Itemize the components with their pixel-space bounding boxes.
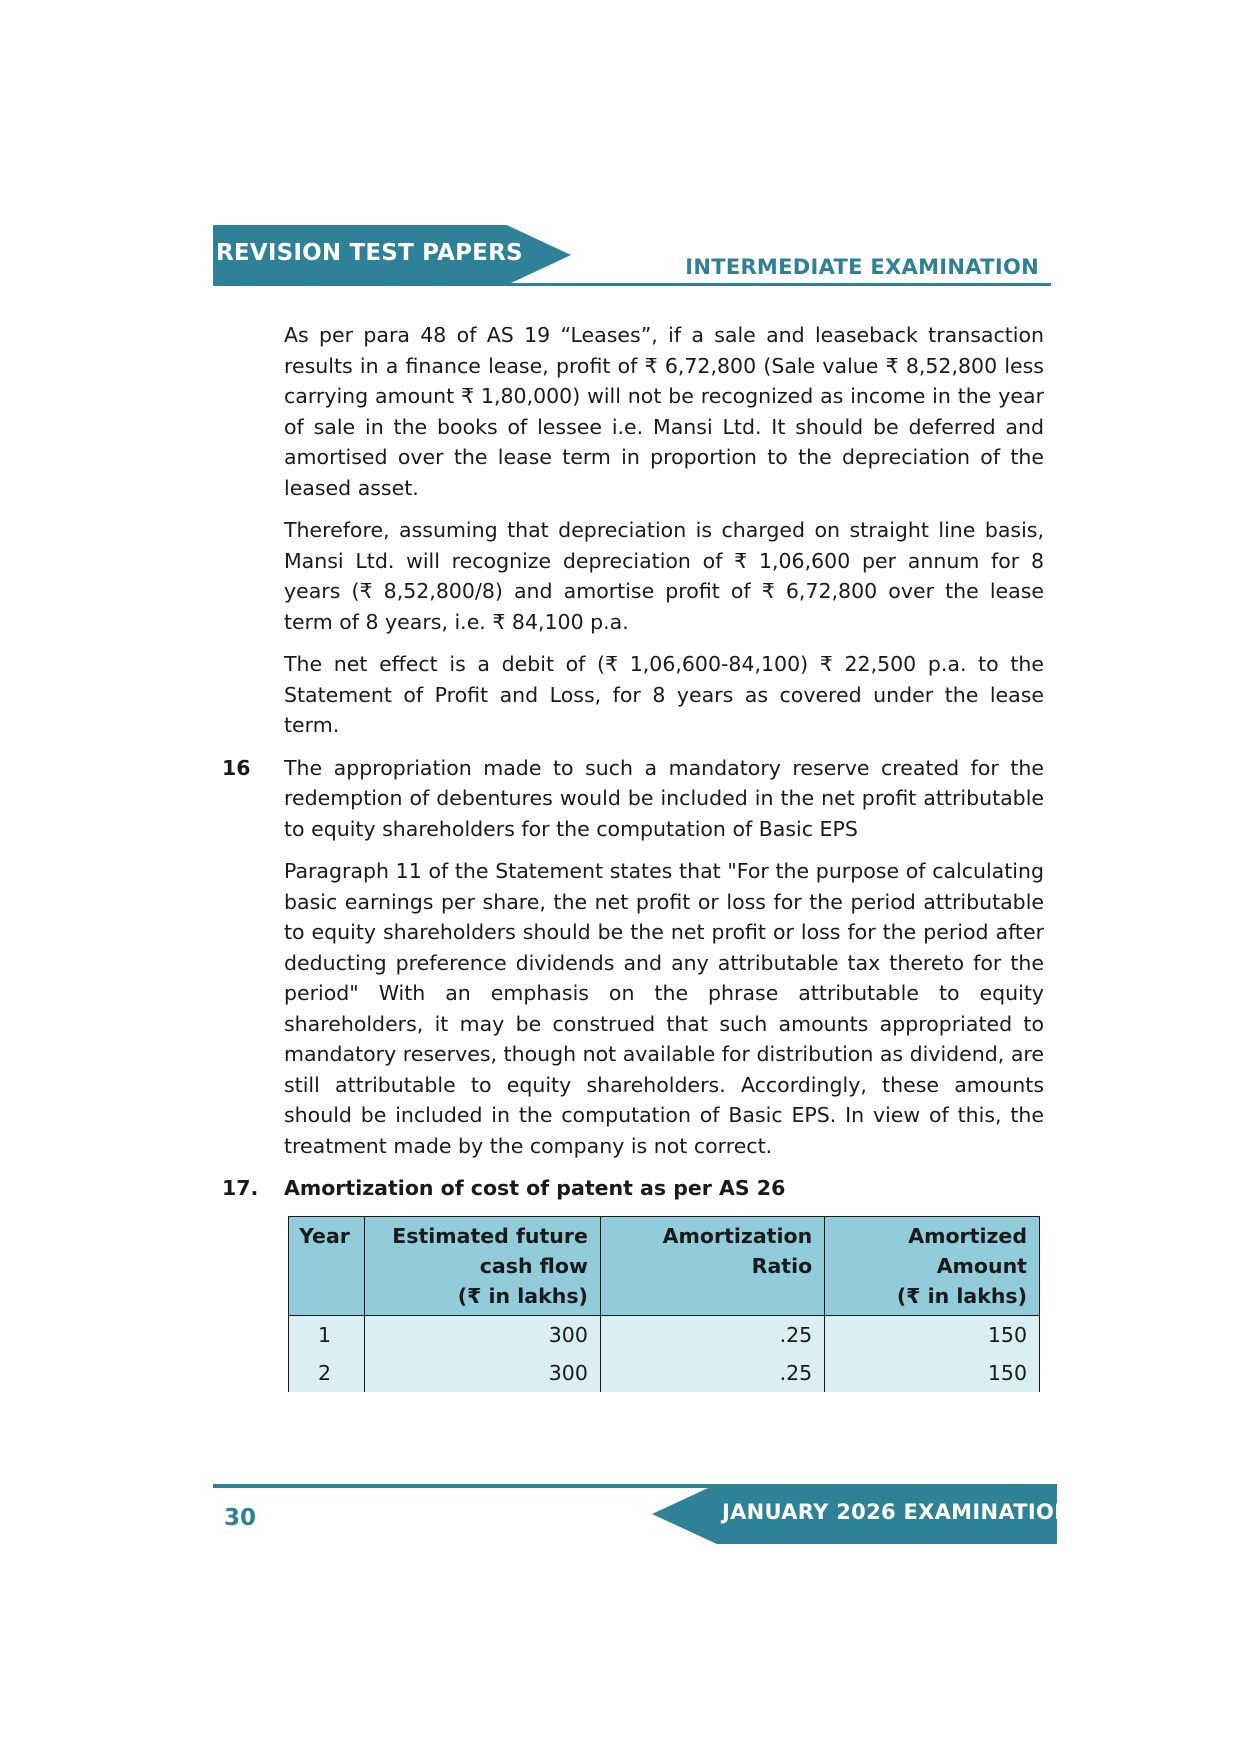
question-17-number: 17. <box>222 1176 259 1200</box>
header-rule <box>213 283 1051 286</box>
question-17 <box>222 1173 1044 1204</box>
header-exam-label: INTERMEDIATE EXAMINATION <box>685 255 1039 279</box>
footer-exam-label: JANUARY 2026 EXAMINATION <box>722 1500 1073 1524</box>
table-cell: 150 <box>825 1315 1040 1354</box>
question-16-number: 16 <box>222 755 251 780</box>
table-cell: 2 <box>289 1354 365 1392</box>
amortization-table <box>288 1216 1040 1392</box>
table-cell: 150 <box>825 1354 1040 1392</box>
table-row <box>289 1315 1040 1354</box>
question-16-paragraph-2: Paragraph 11 of the Statement states that "For the purpose of calculating basic earnings per share, the net profit or loss for the period attributable to equity shareholders should be the net profit or loss for the period after deducting preference dividends and any attributable tax thereto for the period" With an emphasis on the phrase attributable to equity shareholders, it may be construed that such amounts appropriated to mandatory reserves, though not available for distribution as dividend, are still attributable to equity shareholders. Accordingly, these amounts should be included in the computation of Basic EPS. In view of this, the treatment made by the company is not correct. <box>284 859 1044 1158</box>
table-cell: .25 <box>600 1315 824 1354</box>
header-cash-flow: Estimated future cash flow (₹ in lakhs) <box>364 1216 600 1315</box>
header-year: Year <box>289 1216 365 1315</box>
page-number: 30 <box>224 1505 257 1531</box>
page-content <box>222 320 1044 1392</box>
q15-paragraph-3: The net effect is a debit of (₹ 1,06,600-84,100) ₹ 22,500 p.a. to the Statement of Profit and Loss, for 8 years as covered under the lease term. <box>284 652 1044 737</box>
q15-paragraph-1: As per para 48 of AS 19 “Leases”, if a sale and leaseback transaction results in a finance lease, profit of ₹ 6,72,800 (Sale value ₹ 8,52,800 less carrying amount ₹ 1,80,000) will not be recognized as income in the year of sale in the books of lessee i.e. Mansi Ltd. It should be deferred and amortised over the lease term in proportion to the depreciation of the leased asset. <box>284 323 1044 500</box>
table-cell: 1 <box>289 1315 365 1354</box>
table-header-row <box>289 1216 1040 1315</box>
table-cell: .25 <box>600 1354 824 1392</box>
header-amortization-ratio: Amortization Ratio <box>600 1216 824 1315</box>
table-row <box>289 1354 1040 1392</box>
table-cell: 300 <box>364 1354 600 1392</box>
header-title: REVISION TEST PAPERS <box>216 240 523 266</box>
question-16-text: The appropriation made to such a mandatory reserve created for the redemption of debentures would be included in the net profit attributable to equity shareholders for the computation of Basic EPS <box>284 755 1044 841</box>
question-16 <box>222 753 1044 845</box>
table-cell: 300 <box>364 1315 600 1354</box>
question-17-heading: Amortization of cost of patent as per AS 26 <box>284 1176 786 1200</box>
header-amortized-amount: Amortized Amount (₹ in lakhs) <box>825 1216 1040 1315</box>
q15-paragraph-2: Therefore, assuming that depreciation is charged on straight line basis, Mansi Ltd. will recognize depreciation of ₹ 1,06,600 per annum for 8 years (₹ 8,52,800/8) and amortise profit of ₹ 6,72,800 over the lease term of 8 years, i.e. ₹ 84,100 p.a. <box>284 518 1044 634</box>
